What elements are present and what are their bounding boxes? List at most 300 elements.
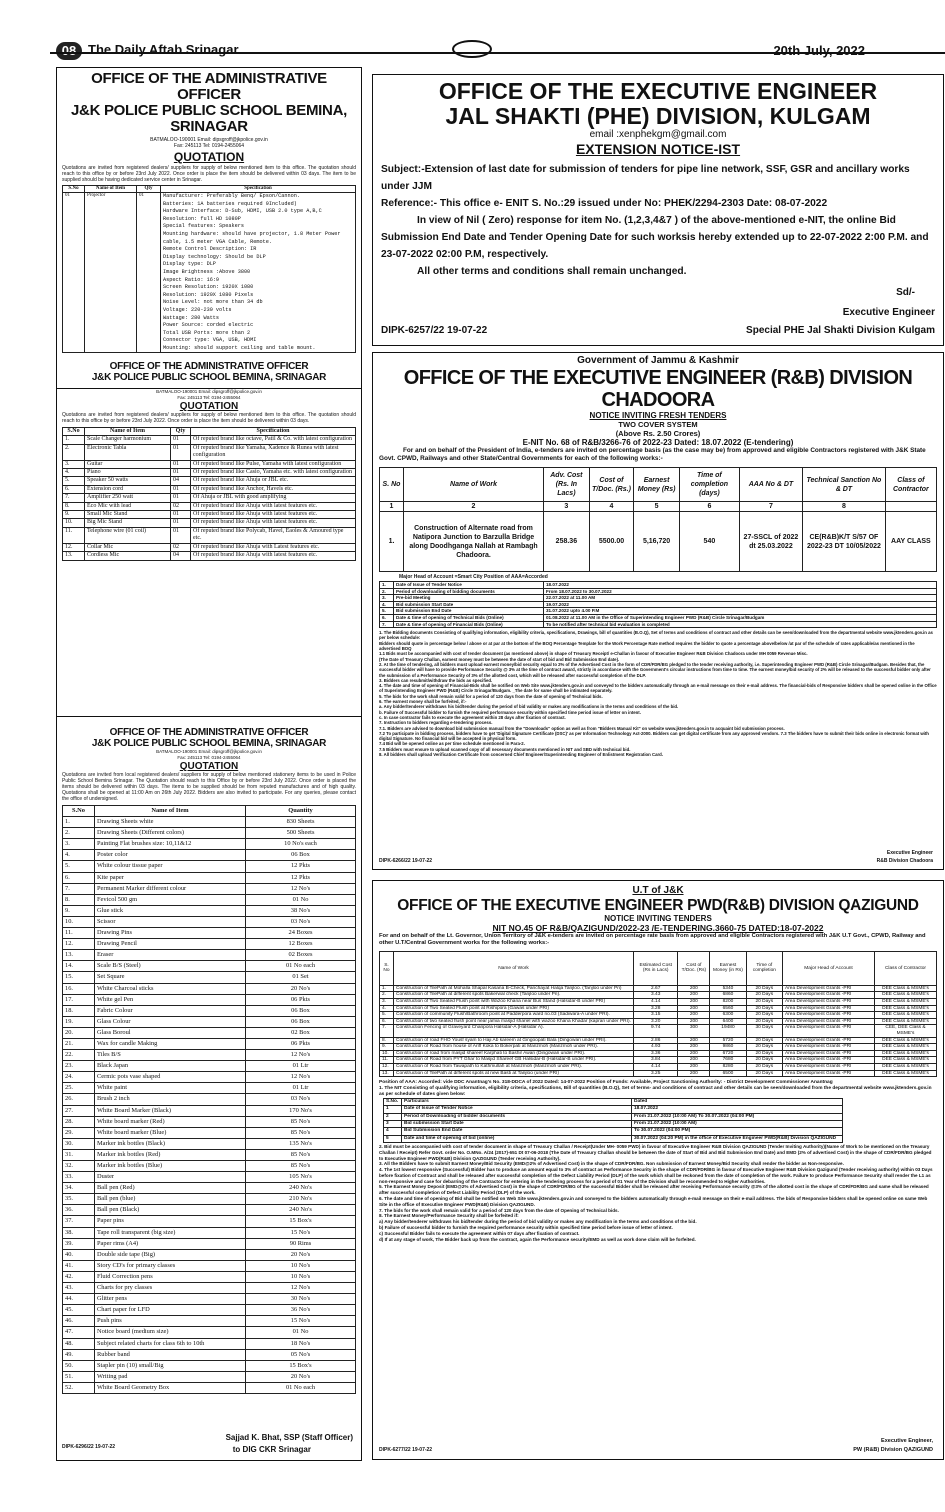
cell-item: White board marker (Blue): [95, 1127, 246, 1138]
cell-head: Area Development Grants -PRI: [783, 1012, 875, 1019]
newspaper-logo-icon: [452, 40, 492, 58]
ad-fax: Fax: 245113 Tel: 0194-2455064: [177, 755, 241, 760]
cell-est-cost: 3.15: [634, 1012, 678, 1019]
cell-date: From 18.07.2022 to 30.07.2022: [544, 588, 937, 595]
table-row: [63, 1294, 356, 1305]
cell-qty: 240 No's: [246, 1205, 356, 1216]
cell-sno: 4.: [380, 1005, 394, 1012]
cell-earnest: 8280: [710, 1063, 746, 1070]
ad-sd: Sd/-: [896, 287, 915, 298]
cell-item: Kite paper: [95, 872, 246, 883]
cell-time: 20 Days: [746, 1070, 782, 1077]
ad-music-quotation-body: [56, 389, 362, 717]
col-cost-tdoc: Cost of T/Doc. (Rs.): [589, 468, 633, 502]
cell-earnest: 6500: [710, 1070, 746, 1077]
cell-particular: Period of downloading of bidding documents: [394, 588, 544, 595]
cell-sno: 19.: [63, 1016, 95, 1027]
cell-cost-tdoc: 200: [678, 1037, 710, 1044]
table-row: [63, 502, 356, 510]
cell-sno: 5.: [380, 608, 394, 615]
cell-cost-tdoc: 5500.00: [589, 512, 633, 572]
cell-work: Construction of road FHO Yousf syam to Haji Ab kareem at Gingoopati Bala (Dingowari under PRI).: [394, 1037, 634, 1044]
cell-date: 30.07.2022 (04:20 PM) in the office of Executive Engineer PWD(R&B) Division QAZIGUND: [632, 1135, 843, 1142]
cell-sno: 9.: [63, 511, 85, 519]
cell-earnest: 5340: [710, 985, 746, 992]
cell-qty: 210 No's: [246, 1194, 356, 1205]
spec-line: Voltage: 220-230 volts: [163, 306, 232, 313]
cell-class: DEE Class & MSME's: [875, 1063, 937, 1070]
spec-line: Manufacturer: Preferably Benq/ Epson/Cannon.: [163, 193, 300, 199]
ad-subject: Subject:-Extension of last date for submission of tenders for pipe line network, SSF, GSR and ancillary works under JJM: [381, 164, 910, 192]
cell-sno: 01: [63, 193, 85, 353]
cell-qty: 01: [171, 511, 191, 519]
cell-sno: 3.: [380, 999, 394, 1006]
terms-list: [379, 1144, 937, 1243]
cell-cost-tdoc: 200: [678, 985, 710, 992]
cell-time: 20 Days: [746, 1012, 782, 1019]
term-item: b. Failure of Successful bidder to furnish the required performance security within specified time period issue of letter on intent.: [379, 709, 641, 715]
cell-sno: 23.: [63, 1061, 95, 1072]
signatory-designation: to DIG CKR Srinagar: [232, 1445, 311, 1454]
cell-sno: 13.: [380, 1070, 394, 1077]
issue-date: 20th July, 2022: [773, 43, 865, 58]
cell-sno: 30.: [63, 1138, 95, 1149]
table-row: [63, 950, 356, 961]
table-row: [380, 582, 937, 589]
cell-time: 20 Days: [746, 1050, 782, 1057]
col-item: Name of Item: [85, 428, 171, 436]
cell-particular: Date of Issue of Tender Notice: [394, 582, 544, 589]
cell-qty: 06 Pkts: [246, 994, 356, 1005]
spec-line: Batteries: 1A batteries required 9Included): [163, 200, 297, 207]
cell-sno: 11.: [63, 527, 85, 543]
cell-class: DEE Class & MSME's: [875, 1005, 937, 1012]
cell-date: 18.07.2022: [632, 1106, 843, 1113]
term-item: (The Date of Treasury Challan, earnest money must be between the date of start of bid and Bid Submission End date).: [379, 656, 620, 662]
cell-item: Glass Colour: [95, 1016, 246, 1027]
cell-est-cost: 3.36: [634, 1050, 678, 1057]
cell-qty: 05 No's: [246, 1349, 356, 1360]
cell-sno: 4.: [63, 469, 85, 477]
num-cell: 7: [739, 502, 802, 512]
cell-item: White Charcoal sticks: [95, 983, 246, 994]
cell-earnest: 5720: [710, 1037, 746, 1044]
table-row: [63, 828, 356, 839]
cell-qty: 105 No's: [246, 1172, 356, 1183]
ad-music-quotation: [62, 361, 356, 383]
cell-qty: 06 Box: [246, 850, 356, 861]
dipk-number: DIPK-6257/22 19-07-22: [381, 325, 488, 336]
col-spec: Specification: [161, 186, 356, 193]
table-row: [380, 595, 937, 602]
cell-sno: 40.: [63, 1249, 95, 1260]
col-qty: Qty: [171, 428, 191, 436]
table-row: [63, 494, 356, 502]
table-row: [63, 444, 356, 460]
cell-cost-tdoc: 200: [678, 1050, 710, 1057]
cell-sno: 4.: [63, 850, 95, 861]
term-item: 6. The date and time of opening of Bid shall be notified on Web Site www.jktenders.gov.in and conveyed to the bidders automatically through e-mail message on their e-mail address. The bids of Responsive bidders shall be opened online on same Web Site in the office of Executive Engineer PWD(R&B) Division QAZIGUND.: [379, 1196, 928, 1207]
num-cell: 4: [589, 502, 633, 512]
table-row: [384, 1121, 843, 1128]
cell-sno: 1: [384, 1106, 402, 1113]
cell-sno: 7.: [63, 883, 95, 894]
cell-sno: 12.: [63, 543, 85, 551]
cell-item: Cermic pots vase shaped: [95, 1072, 246, 1083]
spec-line: Display type: DLP: [163, 261, 216, 268]
cell-ts: CE(R&B)K/T S/57 OF 2022-23 DT 10/05/2022: [803, 512, 886, 572]
ad-system: TWO COVER SYSTEM: [618, 420, 698, 429]
ad-office-title: OFFICE OF THE ADMINISTRATIVE OFFICER: [109, 727, 309, 738]
cell-sno: 42.: [63, 1271, 95, 1282]
cell-date: From 21.07.2022 (10:00 AM): [632, 1121, 843, 1128]
table-row: [63, 1271, 356, 1282]
cell-head: Area Development Grants -PRI: [783, 1025, 875, 1037]
cell-earnest: 6720: [710, 1050, 746, 1057]
ad-office-title: OFFICE OF THE ADMINISTRATIVE OFFICER: [109, 361, 309, 373]
cell-sno: 2.: [380, 588, 394, 595]
cell-date: 22.07.2022 at 11.00 AM: [544, 595, 937, 602]
chadoora-works-table: [379, 467, 937, 572]
cell-item: Paper pins: [95, 1216, 246, 1227]
cell-time: 20 Days: [746, 992, 782, 999]
ad-email: email :xenphekgm@gmail.com: [589, 129, 727, 140]
table-row: [63, 511, 356, 519]
cell-item: Marker ink bottles (Red): [95, 1149, 246, 1160]
cell-sno: 1.: [380, 985, 394, 992]
cell-qty: 01 Ltr: [246, 1083, 356, 1094]
col-item: Name of Item: [95, 806, 246, 817]
cell-time: 20 Days: [746, 1044, 782, 1051]
table-row: [380, 1057, 937, 1064]
col-sno: S.No: [63, 806, 95, 817]
signatory-designation: Executive Engineer,: [881, 1438, 933, 1444]
cell-qty: 85 No's: [246, 1161, 356, 1172]
cell-sno: 38.: [63, 1227, 95, 1238]
signatory-division: R&B Division Chadoora: [876, 858, 933, 864]
table-row: [63, 460, 356, 468]
cell-qty: 38 No's: [246, 905, 356, 916]
col-sno: S. No: [380, 468, 404, 502]
table-row: [63, 1260, 356, 1271]
ad-enit: E-NIT No. 68 of R&B/3266-76 of 2022-23 Dated: 18.07.2022 (E-tendering): [522, 438, 794, 447]
cell-sno: 7.: [63, 494, 85, 502]
position-aaa: Position of AAA: Accorded: vide DDC Anantnag's No. 318-DDCA of 2022 Dated: 14-07-2022 Position of Funds: Available, Project Sanctioning Authority: - District Development Commissioner Anantnag: [379, 1080, 833, 1086]
cell-item: White Board Geometry Box: [95, 1382, 246, 1393]
cell-date: 18.07.2022: [544, 582, 937, 589]
cell-qty: 12 No's: [246, 1050, 356, 1061]
cell-qty: 15 Box's: [246, 1216, 356, 1227]
table-row: [63, 928, 356, 939]
cell-qty: 02: [171, 543, 191, 551]
cell-item: Marker ink bottles (Blue): [95, 1161, 246, 1172]
cell-item: White paint: [95, 1083, 246, 1094]
cell-item: Fabric Colour: [95, 1005, 246, 1016]
cell-item: Rubber band: [95, 1349, 246, 1360]
cell-head: Area Development Grants -PRI: [783, 1005, 875, 1012]
cell-qty: 90 Rims: [246, 1238, 356, 1249]
cell-work: Construction of community Flush/Bathroom point at Padderpora ward no.03 (Sadiwara-A under PRI).: [394, 1012, 634, 1019]
table-row: [63, 905, 356, 916]
ad-fax: Fax: 245113 Tel: 0194-2455064: [177, 395, 241, 400]
cell-head: Area Development Grants -PRI: [783, 985, 875, 992]
cell-sno: 21.: [63, 1038, 95, 1049]
cell-cost-tdoc: 200: [678, 1018, 710, 1025]
table-row: [380, 621, 937, 628]
cell-est-cost: 4.93: [634, 1044, 678, 1051]
cell-class: AAY CLASS: [885, 512, 936, 572]
cell-earnest: 6860: [710, 992, 746, 999]
cell-item: Amplifier 250 watt: [85, 494, 171, 502]
cell-qty: 500 Sheets: [246, 828, 356, 839]
table-row: [63, 1127, 356, 1138]
cell-est-cost: 9.74: [634, 1025, 678, 1037]
cell-earnest: 6300: [710, 1012, 746, 1019]
cell-class: CEE, DEE Class & MSME's: [875, 1025, 937, 1037]
cell-qty: 01 No: [246, 894, 356, 905]
cell-head: Area Development Grants -PRI: [783, 1057, 875, 1064]
col-qty: Quantity: [246, 806, 356, 817]
signatory-designation: Executive Engineer: [842, 307, 935, 318]
table-row: [63, 485, 356, 493]
col-qty: Qty: [137, 186, 161, 193]
cell-qty: 01 Ltr: [246, 1061, 356, 1072]
cell-sno: 9.: [380, 1044, 394, 1051]
cell-qty: 01: [171, 519, 191, 527]
cell-spec: Of reputed brand like Ahuja or JBL etc.: [191, 477, 356, 485]
cell-earnest: 6400: [710, 1018, 746, 1025]
table-row: [63, 1338, 356, 1349]
col-dated: Dated: [632, 1099, 843, 1106]
ad-quotation-heading: QUOTATION: [179, 401, 239, 412]
cell-sno: 6.: [380, 614, 394, 621]
cell-sno: 8.: [380, 1037, 394, 1044]
cell-spec: Of reputed brand like Anchor, Havels etc.: [191, 485, 356, 493]
cell-qty: 10 No's each: [246, 839, 356, 850]
table-row: [380, 985, 937, 992]
cell-item: Stapler pin (10) small/Big: [95, 1360, 246, 1371]
table-row: [63, 850, 356, 861]
cell-qty: 36 No's: [246, 1305, 356, 1316]
cell-class: DEE Class & MSME's: [875, 1037, 937, 1044]
cell-item: Drawing Sheets (Different colors): [95, 828, 246, 839]
ad-ut: U.T of J&K: [632, 885, 684, 896]
cell-item: Story CD's for primary classes: [95, 1260, 246, 1271]
cell-work: Construction of road from masjid shareef Karphati to Bashir Awan (Dingowari under PRI).: [394, 1050, 634, 1057]
cell-time: 20 Days: [746, 1063, 782, 1070]
cell-sno: 35.: [63, 1194, 95, 1205]
cell-time: 20 Days: [746, 999, 782, 1006]
ad-school-title: J&K POLICE PUBLIC SCHOOL BEMINA, SRINAGAR: [71, 102, 347, 135]
cell-sno: 5.: [63, 861, 95, 872]
cell-qty: 01: [171, 494, 191, 502]
table-row: [63, 527, 356, 543]
cell-sno: 17.: [63, 994, 95, 1005]
term-item: c. In case contractor fails to execute the agreement within 28 days after fixation of contract.: [379, 714, 566, 720]
cell-spec: Of reputed brand like Yamaha, Xadence & Runea with latest configuration: [191, 444, 356, 460]
cell-spec: Of reputed brand like Polycab, Havel, Eaoles & Amoured type etc.: [191, 527, 356, 543]
table-row: [63, 1227, 356, 1238]
cell-item: Big Mic Stand: [85, 519, 171, 527]
cell-item: Marker ink bottles (Black): [95, 1138, 246, 1149]
cell-sno: 39.: [63, 1238, 95, 1249]
ad-paragraph: In view of Nil ( Zero) response for item No. (1,2,3,4&7 ) of the above-mentioned e-NIT, the online Bid Submission End Date and Tender Opening Date for such worksis hereby extended up to 22-07-2022 2:00 P.M. and 23-07-2022 02:00 P.M, respectively.: [381, 215, 929, 260]
table-row: [63, 1094, 356, 1105]
ad-stationery-quotation: [56, 717, 362, 1461]
table-row: [63, 1027, 356, 1038]
dipk-number: DIPK-6296/22 19-07-22: [62, 1444, 116, 1450]
cell-particular: Pre-bid Meeting: [394, 595, 544, 602]
cell-work: Construction of Alternate road from Natipora Junction to Barzulla Bridge along Doodhganga Nallah at Rambagh Chadoora.: [404, 512, 544, 572]
dipk-number: DIPK-6277/22 19-07-22: [379, 1447, 433, 1453]
col-adv-cost: Adv. Cost (Rs. In Lacs): [544, 468, 590, 502]
cell-qty: 135 No's: [246, 1138, 356, 1149]
cell-earnest: 7680: [710, 1057, 746, 1064]
cell-cost-tdoc: 200: [678, 999, 710, 1006]
cell-qty: 12 No's: [246, 1072, 356, 1083]
spec-line: Resolution: full HD 1080P: [163, 215, 241, 222]
cell-sno: 6.: [63, 485, 85, 493]
spec-line: Remote Control Description: IR: [163, 246, 257, 253]
cell-sno: 41.: [63, 1260, 95, 1271]
cell-item: Painting Flat brushes size: 10,11&12: [95, 839, 246, 850]
cell-item: Brush 2 inch: [95, 1094, 246, 1105]
cell-sno: 10.: [63, 916, 95, 927]
table-row: [63, 817, 356, 828]
term-item: 8. The Earnest Money/Performance Security shall be forfeited if:: [379, 1213, 519, 1219]
table-row: [63, 1072, 356, 1083]
spec-line: Hardware Interface: D-Sub, HDMI, USB 2.0 type A,B,C: [163, 208, 322, 215]
table-row: [380, 1018, 937, 1025]
cell-class: DEE Class & MSME's: [875, 992, 937, 999]
cell-spec: Of reputed brand like Pulse, Yamaha with latest configuration: [191, 460, 356, 468]
cell-head: Area Development Grants -PRI: [783, 992, 875, 999]
cell-sno: 28.: [63, 1116, 95, 1127]
cell-qty: 20 No's: [246, 1371, 356, 1382]
table-row: [63, 1116, 356, 1127]
ad-reference: Reference:- This office e- ENIT S. No.:29 issued under No: PHEK/2294-2303 Date: 08-07-2022: [381, 198, 828, 209]
spec-line: Power Source: corded electric: [163, 322, 254, 329]
cell-qty: 01 No each: [246, 961, 356, 972]
cell-spec: Of reputed brand like Casio, Yamaha etc. with latest configuration: [191, 469, 356, 477]
cell-earnest: 8200: [710, 999, 746, 1006]
cell-work: Construction of Road from house of Ariff Koka to Bokerpati at Manzmoh (Manzmoh under PRI).: [394, 1044, 634, 1051]
cell-time: 20 Days: [746, 1005, 782, 1012]
cell-item: Notice board (medium size): [95, 1327, 246, 1338]
table-row: [63, 883, 356, 894]
cell-item: Electronic Tabla: [85, 444, 171, 460]
cell-item: Scale Changer harmonium: [85, 436, 171, 444]
table-row: [380, 601, 937, 608]
table-row: [63, 519, 356, 527]
dipk-number: DIPK-6266/22 19-07-22: [379, 858, 433, 864]
col-particulars: Particulars: [402, 1099, 632, 1106]
header-rule: [50, 52, 945, 54]
newspaper-name: The Daily Aftab Srinagar: [88, 42, 239, 57]
cell-item: Black Japan: [95, 1061, 246, 1072]
table-row: [380, 1044, 937, 1051]
cell-qty: 06 Box: [246, 1016, 356, 1027]
cell-sno: 7.: [380, 1025, 394, 1037]
cell-sno: 11.: [380, 1057, 394, 1064]
cell-sno: 4: [384, 1128, 402, 1135]
table-row: [380, 1063, 937, 1070]
cell-qty: 01: [171, 485, 191, 493]
cell-qty: 02: [171, 502, 191, 510]
cell-earnest: 6560: [710, 1005, 746, 1012]
cell-sno: 1.: [380, 512, 404, 572]
cell-item: White Board Marker (Black): [95, 1105, 246, 1116]
cell-sno: 48.: [63, 1338, 95, 1349]
cell-sno: 3: [384, 1121, 402, 1128]
cell-sno: 5: [384, 1135, 402, 1142]
cell-qty: 04: [171, 552, 191, 560]
cell-item: Wax for candle Making: [95, 1038, 246, 1049]
cell-item: Paper rims (A4): [95, 1238, 246, 1249]
cell-work: Construction of Road from Tawapath to Kathmullah at Manzmoh (Manzmoh under PRI).: [394, 1063, 634, 1070]
spec-line: Wattage: 280 Watts: [163, 314, 220, 321]
ad-body: Quotations are invited from registered dealers/ suppliers for supply of below mentioned item to this office. The quotation should reach to this office by or before 23rd July 2022. Once order is place the item should be delivered within 03 days. The item to be supplied should be having dedicated service center in Srinagar.: [62, 165, 356, 183]
cell-item: White colour tissue paper: [95, 861, 246, 872]
cell-time: 30 Days: [746, 1025, 782, 1037]
cell-sno: 49.: [63, 1349, 95, 1360]
cell-cost-tdoc: 200: [678, 1063, 710, 1070]
cell-item: Guitar: [85, 460, 171, 468]
ad-address: BATMALOO-190001 Email: dipsgroff@jkpolice.gov.in: [150, 137, 268, 143]
table-row: [380, 999, 937, 1006]
cell-class: DEE Class & MSME's: [875, 1044, 937, 1051]
table-row: [384, 1106, 843, 1113]
cell-time: 20 Days: [746, 985, 782, 992]
qazigund-works-table: [379, 951, 937, 1077]
cell-item: Poster color: [95, 850, 246, 861]
spec-line: Special features: Speakers: [163, 223, 244, 230]
term-item: a. Any bidder/tenderer withdraws his bid/tender during the period of bid validity or makes any modifications in the terms and conditions of the bid.: [379, 704, 679, 710]
ad-rnb-chadoora: [372, 352, 944, 870]
cell-item: Cordless Mic: [85, 552, 171, 560]
cell-sno: 22.: [63, 1050, 95, 1061]
cell-qty: 04: [171, 477, 191, 485]
table-row: [384, 1113, 843, 1120]
term-item: 5. The Earnest Money Deposit (EMD@2% of Advertised Cost) in the shape of CDR/FDR/BG of the successful Bidder shall be released after receiving Performance security @3% of the allotted cost in the shape of CDR/FDR/BG and same shall be released after successful completion of Defect Liability Period (DLP) of the work.: [379, 1184, 929, 1196]
table-row: [63, 1249, 356, 1260]
cell-sno: 50.: [63, 1360, 95, 1371]
term-item: 7.1. Bidders are advised to download bid submission manual from the "Downloads" option as well as from "Bidders Manual Kit" on website www.jktenders.gov.in to acquaint bid submission process.: [379, 725, 785, 731]
table-row: [384, 1128, 843, 1135]
cell-work: Construction of Two Seated Flush point with Wazoo Khana near Bus Stand (Halsidar-B under PRI): [394, 999, 634, 1006]
cell-sno: 11.: [63, 928, 95, 939]
cell-item: Ball pen (blue): [95, 1194, 246, 1205]
term-item: 7. The bids for the work shall remain valid for a period of 120 days from the date of Opening of Technical bids.: [379, 1207, 619, 1213]
cell-item: Tiles B/S: [95, 1050, 246, 1061]
cell-work: Construction of Road from PYT Ghar to Masjid Shareef GB Halsidar-B (Halsidar-B under PRI).: [394, 1057, 634, 1064]
table-row: [63, 469, 356, 477]
stationery-table: [62, 805, 356, 1394]
cell-sno: 6.: [63, 872, 95, 883]
cell-qty: 240 No's: [246, 1183, 356, 1194]
col-work: Name of Work: [394, 951, 634, 985]
table-row: [63, 1005, 356, 1016]
cell-item: Drawing Pins: [95, 928, 246, 939]
cell-sno: 15.: [63, 972, 95, 983]
cell-item: Projector: [85, 193, 137, 353]
cell-sno: 8.: [63, 894, 95, 905]
cell-item: White board marker (Red): [95, 1116, 246, 1127]
cell-qty: 06 Box: [246, 1005, 356, 1016]
spec-line: Mounting: should support ceiling and table mount.: [163, 344, 316, 351]
col-class: Class of Contractor: [885, 468, 936, 502]
table-row: [63, 477, 356, 485]
